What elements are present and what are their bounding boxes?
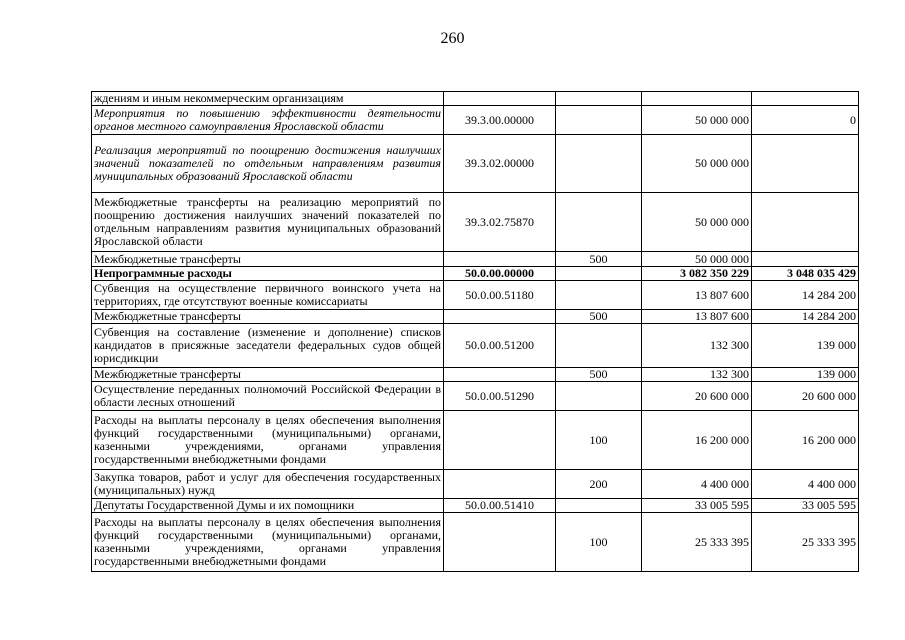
row-value-2-cell (752, 193, 859, 252)
row-value-1-cell: 20 600 000 (642, 382, 752, 411)
row-expense-type-cell: 500 (556, 368, 642, 382)
row-value-2-cell: 3 048 035 429 (752, 267, 859, 281)
table-row (92, 135, 859, 193)
row-code-cell: 50.0.00.51200 (444, 324, 556, 368)
budget-table (91, 91, 859, 572)
row-value-1-cell: 132 300 (642, 324, 752, 368)
row-code-cell: 50.0.00.00000 (444, 267, 556, 281)
row-name-cell: Расходы на выплаты персоналу в целях обеспечения выполнения функций государственными (муниципальными) органами, казенными учреждениями, органами управления государственными внебюджетными фондами (92, 411, 444, 470)
row-value-2-cell: 20 600 000 (752, 382, 859, 411)
row-value-1-cell: 25 333 395 (642, 513, 752, 572)
row-expense-type-cell: 100 (556, 411, 642, 470)
row-name-cell: Межбюджетные трансферты на реализацию мероприятий по поощрению достижения наилучших значений показателей по отдельным направлениям развития муниципальных образований Ярославской области (92, 193, 444, 252)
table-row (92, 106, 859, 135)
row-code-cell (444, 368, 556, 382)
row-code-cell: 50.0.00.51410 (444, 499, 556, 513)
table-row (92, 470, 859, 499)
row-value-2-cell: 33 005 595 (752, 499, 859, 513)
row-value-2-cell: 139 000 (752, 324, 859, 368)
row-expense-type-cell (556, 193, 642, 252)
row-value-2-cell: 14 284 200 (752, 281, 859, 310)
row-value-2-cell: 14 284 200 (752, 310, 859, 324)
row-name-cell: Мероприятия по повышению эффективности деятельности органов местного самоуправления Ярославской области (92, 106, 444, 135)
row-name-cell: Закупка товаров, работ и услуг для обеспечения государственных (муниципальных) нужд (92, 470, 444, 499)
table-row (92, 499, 859, 513)
row-expense-type-cell (556, 135, 642, 193)
row-expense-type-cell (556, 267, 642, 281)
table-row (92, 324, 859, 368)
row-name-cell: Субвенция на составление (изменение и дополнение) списков кандидатов в присяжные заседатели федеральных судов общей юрисдикции (92, 324, 444, 368)
row-code-cell (444, 310, 556, 324)
row-value-2-cell: 25 333 395 (752, 513, 859, 572)
row-name-cell: Реализация мероприятий по поощрению достижения наилучших значений показателей по отдельным направлениям развития муниципальных образований Ярославской области (92, 135, 444, 193)
row-value-1-cell: 50 000 000 (642, 252, 752, 267)
table-row (92, 252, 859, 267)
table-row (92, 267, 859, 281)
row-value-1-cell: 4 400 000 (642, 470, 752, 499)
row-value-1-cell: 50 000 000 (642, 106, 752, 135)
table-row (92, 382, 859, 411)
row-name-cell: Межбюджетные трансферты (92, 310, 444, 324)
table-row (92, 281, 859, 310)
row-code-cell (444, 513, 556, 572)
row-expense-type-cell (556, 92, 642, 106)
table-row (92, 310, 859, 324)
row-code-cell: 39.3.02.75870 (444, 193, 556, 252)
row-name-cell: Межбюджетные трансферты (92, 252, 444, 267)
row-name-cell: Депутаты Государственной Думы и их помощники (92, 499, 444, 513)
row-value-2-cell: 139 000 (752, 368, 859, 382)
row-value-2-cell (752, 252, 859, 267)
row-expense-type-cell: 100 (556, 513, 642, 572)
page-number: 260 (440, 30, 465, 47)
row-name-cell: Расходы на выплаты персоналу в целях обеспечения выполнения функций государственными (муниципальными) органами, казенными учреждениями, органами управления государственными внебюджетными фондами (92, 513, 444, 572)
row-value-1-cell: 132 300 (642, 368, 752, 382)
row-code-cell: 50.0.00.51180 (444, 281, 556, 310)
table-row (92, 513, 859, 572)
row-value-1-cell: 33 005 595 (642, 499, 752, 513)
row-value-2-cell: 16 200 000 (752, 411, 859, 470)
row-code-cell (444, 92, 556, 106)
row-expense-type-cell (556, 499, 642, 513)
table-row (92, 411, 859, 470)
row-value-1-cell: 13 807 600 (642, 310, 752, 324)
row-expense-type-cell (556, 106, 642, 135)
row-expense-type-cell: 500 (556, 310, 642, 324)
row-expense-type-cell: 200 (556, 470, 642, 499)
row-value-2-cell (752, 135, 859, 193)
row-value-1-cell: 50 000 000 (642, 193, 752, 252)
row-code-cell: 50.0.00.51290 (444, 382, 556, 411)
row-expense-type-cell (556, 382, 642, 411)
row-code-cell: 39.3.00.00000 (444, 106, 556, 135)
row-name-cell: ждениям и иным некоммерческим организациям (92, 92, 444, 106)
table-row (92, 92, 859, 106)
row-value-2-cell (752, 92, 859, 106)
row-value-2-cell: 4 400 000 (752, 470, 859, 499)
row-code-cell (444, 252, 556, 267)
row-value-1-cell: 3 082 350 229 (642, 267, 752, 281)
row-name-cell: Непрограммные расходы (92, 267, 444, 281)
row-value-2-cell: 0 (752, 106, 859, 135)
row-value-1-cell: 16 200 000 (642, 411, 752, 470)
row-code-cell (444, 470, 556, 499)
row-name-cell: Осуществление переданных полномочий Российской Федерации в области лесных отношений (92, 382, 444, 411)
row-value-1-cell: 13 807 600 (642, 281, 752, 310)
row-expense-type-cell (556, 324, 642, 368)
row-code-cell (444, 411, 556, 470)
row-expense-type-cell (556, 281, 642, 310)
row-name-cell: Субвенция на осуществление первичного воинского учета на территориях, где отсутствуют военные комиссариаты (92, 281, 444, 310)
row-value-1-cell (642, 92, 752, 106)
row-value-1-cell: 50 000 000 (642, 135, 752, 193)
row-name-cell: Межбюджетные трансферты (92, 368, 444, 382)
table-row (92, 193, 859, 252)
table-row (92, 368, 859, 382)
row-code-cell: 39.3.02.00000 (444, 135, 556, 193)
row-expense-type-cell: 500 (556, 252, 642, 267)
